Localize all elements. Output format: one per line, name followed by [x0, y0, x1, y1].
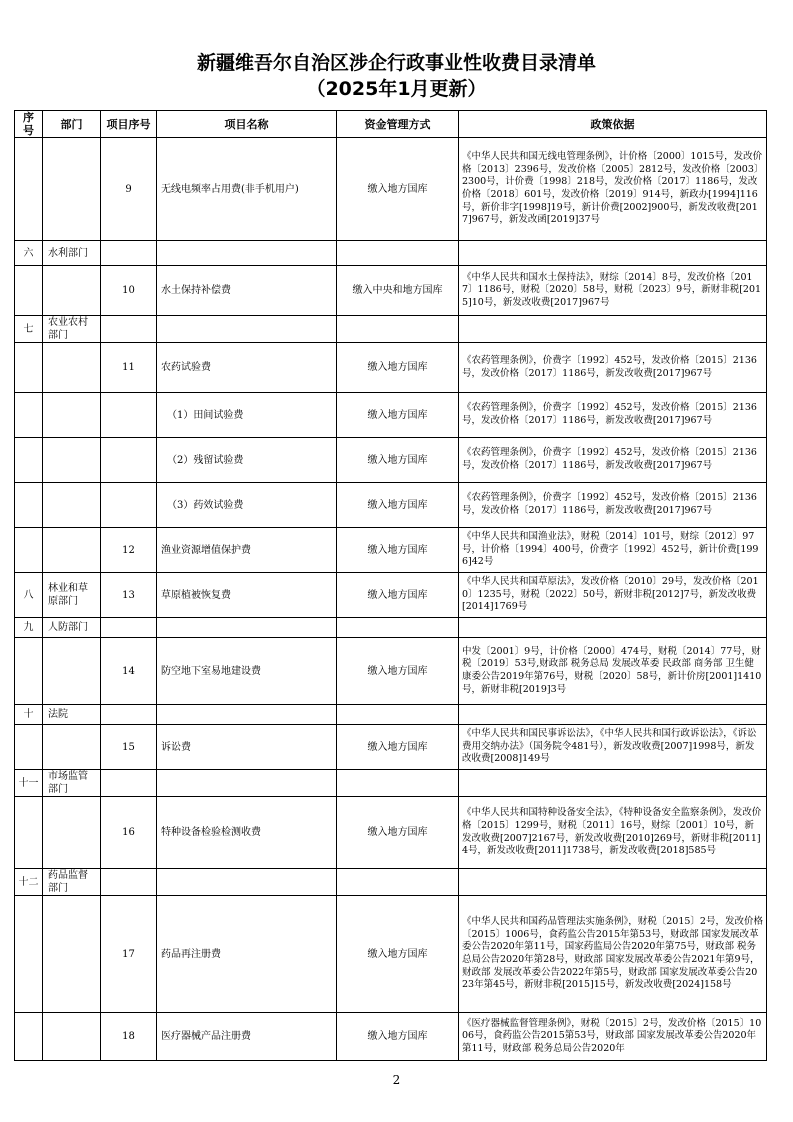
row-seq: [15, 638, 43, 705]
row-item-no: 18: [101, 1013, 157, 1061]
row-seq: [15, 438, 43, 483]
row-item-no: [101, 438, 157, 483]
table-row: [15, 241, 767, 266]
table-row: [15, 266, 767, 316]
col-header-dept: 部门: [43, 111, 101, 138]
row-seq: 十二: [15, 869, 43, 896]
table-row: [15, 393, 767, 438]
page-number: 2: [392, 1073, 401, 1087]
row-item-name: 农药试验费: [157, 343, 337, 393]
row-dept: [43, 266, 101, 316]
row-item-no: 17: [101, 896, 157, 1013]
row-policy-basis: [459, 241, 767, 266]
col-header-item-no: 项目序号: [101, 111, 157, 138]
row-seq: 八: [15, 573, 43, 618]
row-dept: [43, 483, 101, 528]
row-item-name: [157, 316, 337, 343]
row-dept: [43, 1013, 101, 1061]
row-fund-method: 缴入地方国库: [337, 1013, 459, 1061]
row-fund-method: 缴入地方国库: [337, 797, 459, 869]
row-policy-basis: [459, 705, 767, 725]
row-item-name: 医疗器械产品注册费: [157, 1013, 337, 1061]
row-policy-basis: 《中华人民共和国民事诉讼法》，《中华人民共和国行政诉讼法》，《诉讼费用交纳办法》（国务院令481号），新发改收费[2007]1998号，新发改收费[2008]149号: [459, 725, 767, 770]
row-policy-basis: 《中华人民共和国草原法》，发改价格〔2010〕29号，发改价格〔2010〕1235号，财税〔2022〕50号，新财非税[2012]7号，新发改收费[2014]1769号: [459, 573, 767, 618]
row-fund-method: 缴入地方国库: [337, 438, 459, 483]
row-fund-method: [337, 770, 459, 797]
row-fund-method: 缴入中央和地方国库: [337, 266, 459, 316]
row-seq: [15, 393, 43, 438]
row-item-name: [157, 770, 337, 797]
row-dept: 林业和草原部门: [43, 573, 101, 618]
col-header-basis: 政策依据: [459, 111, 767, 138]
row-item-no: 11: [101, 343, 157, 393]
row-fund-method: 缴入地方国库: [337, 528, 459, 573]
row-policy-basis: 《中华人民共和国无线电管理条例》，计价格〔2000〕1015号，发改价格〔2013〕2396号，发改价格〔2005〕2812号，发改价格〔2003〕2300号，计价费〔1998〕218号，发改价格〔2017〕1186号，发改价格〔2018〕601号，发改价格〔2019〕914号，新政办[1994]116号，新价非字[1998]19号，新计价费[2002]900号，新发改收费[2017]967号，新发改函[2019]37号: [459, 138, 767, 241]
row-item-no: [101, 618, 157, 638]
page-subtitle: （2025年1月更新）: [306, 78, 487, 100]
row-policy-basis: [459, 316, 767, 343]
row-fund-method: 缴入地方国库: [337, 138, 459, 241]
row-item-name: 防空地下室易地建设费: [157, 638, 337, 705]
row-policy-basis: 《中华人民共和国渔业法》，财税〔2014〕101号，财综〔2012〕97号，计价格〔1994〕400号，价费字〔1992〕452号，新计价费[1996]42号: [459, 528, 767, 573]
row-dept: [43, 393, 101, 438]
row-item-name: [157, 869, 337, 896]
row-fund-method: 缴入地方国库: [337, 483, 459, 528]
row-item-no: 16: [101, 797, 157, 869]
row-item-no: [101, 316, 157, 343]
row-item-name: [157, 705, 337, 725]
table-row: [15, 896, 767, 1013]
col-header-fund: 资金管理方式: [337, 111, 459, 138]
row-fund-method: [337, 618, 459, 638]
table-header-row: [15, 111, 767, 138]
table-row: [15, 528, 767, 573]
table-row: [15, 438, 767, 483]
row-policy-basis: 《中华人民共和国水土保持法》，财综〔2014〕8号，发改价格〔2017〕1186号，财税〔2020〕58号，财税〔2023〕9号，新财非税[2015]10号，新发改收费[2017]967号: [459, 266, 767, 316]
row-item-name: [157, 618, 337, 638]
table-row: [15, 618, 767, 638]
row-item-name: （3）药效试验费: [157, 483, 337, 528]
row-fund-method: 缴入地方国库: [337, 393, 459, 438]
row-item-name: [157, 241, 337, 266]
row-seq: [15, 528, 43, 573]
row-policy-basis: 《农药管理条例》，价费字〔1992〕452号，发改价格〔2015〕2136号，发改价格〔2017〕1186号，新发改收费[2017]967号: [459, 438, 767, 483]
table-body: [15, 138, 767, 1061]
row-fund-method: [337, 869, 459, 896]
row-item-no: 12: [101, 528, 157, 573]
row-dept: [43, 896, 101, 1013]
row-dept: [43, 638, 101, 705]
row-fund-method: [337, 705, 459, 725]
row-item-name: 诉讼费: [157, 725, 337, 770]
row-seq: 九: [15, 618, 43, 638]
row-dept: [43, 528, 101, 573]
col-header-item-name: 项目名称: [157, 111, 337, 138]
row-policy-basis: [459, 770, 767, 797]
row-item-name: 无线电频率占用费(非手机用户): [157, 138, 337, 241]
row-seq: [15, 1013, 43, 1061]
row-seq: [15, 266, 43, 316]
row-policy-basis: [459, 869, 767, 896]
row-dept: 药品监督部门: [43, 869, 101, 896]
row-item-no: 10: [101, 266, 157, 316]
row-fund-method: 缴入地方国库: [337, 343, 459, 393]
row-item-no: [101, 869, 157, 896]
row-seq: [15, 343, 43, 393]
row-seq: [15, 483, 43, 528]
row-seq: 六: [15, 241, 43, 266]
page-title: 新疆维吾尔自治区涉企行政事业性收费目录清单: [196, 52, 596, 74]
row-item-name: （2）残留试验费: [157, 438, 337, 483]
row-item-name: 特种设备检验检测收费: [157, 797, 337, 869]
row-policy-basis: 《农药管理条例》，价费字〔1992〕452号，发改价格〔2015〕2136号，发改价格〔2017〕1186号，新发改收费[2017]967号: [459, 393, 767, 438]
row-dept: [43, 438, 101, 483]
row-policy-basis: 《农药管理条例》，价费字〔1992〕452号，发改价格〔2015〕2136号，发改价格〔2017〕1186号，新发改收费[2017]967号: [459, 483, 767, 528]
table-row: [15, 573, 767, 618]
table-row: [15, 483, 767, 528]
row-dept: [43, 343, 101, 393]
table-row: [15, 797, 767, 869]
col-header-seq: 序号: [15, 111, 43, 138]
row-dept: [43, 138, 101, 241]
row-fund-method: [337, 241, 459, 266]
row-fund-method: 缴入地方国库: [337, 638, 459, 705]
row-item-name: 草原植被恢复费: [157, 573, 337, 618]
row-item-no: [101, 241, 157, 266]
row-seq: [15, 896, 43, 1013]
row-item-no: [101, 483, 157, 528]
row-fund-method: 缴入地方国库: [337, 896, 459, 1013]
row-fund-method: 缴入地方国库: [337, 573, 459, 618]
row-policy-basis: 《农药管理条例》，价费字〔1992〕452号，发改价格〔2015〕2136号，发改价格〔2017〕1186号，新发改收费[2017]967号: [459, 343, 767, 393]
row-item-no: [101, 705, 157, 725]
row-seq: [15, 797, 43, 869]
row-item-name: 药品再注册费: [157, 896, 337, 1013]
row-item-name: 渔业资源增值保护费: [157, 528, 337, 573]
row-seq: [15, 725, 43, 770]
table-row: [15, 725, 767, 770]
row-item-name: 水土保持补偿费: [157, 266, 337, 316]
table-row: [15, 770, 767, 797]
table-row: [15, 316, 767, 343]
table-row: [15, 705, 767, 725]
table-row: [15, 638, 767, 705]
row-item-no: 9: [101, 138, 157, 241]
table-row: [15, 1013, 767, 1061]
row-fund-method: [337, 316, 459, 343]
row-dept: 人防部门: [43, 618, 101, 638]
table-row: [15, 138, 767, 241]
row-dept: [43, 725, 101, 770]
table-row: [15, 869, 767, 896]
row-policy-basis: 《医疗器械监督管理条例》，财税〔2015〕2号，发改价格〔2015〕1006号，食药监公告2015第53号，财政部 国家发展改革委公告2020年第11号，财政部 税务总局公告2020年: [459, 1013, 767, 1061]
row-policy-basis: [459, 618, 767, 638]
row-item-name: （1）田间试验费: [157, 393, 337, 438]
row-item-no: 15: [101, 725, 157, 770]
row-item-no: 13: [101, 573, 157, 618]
row-policy-basis: 《中华人民共和国特种设备安全法》，《特种设备安全监察条例》，发改价格〔2015〕1299号，财税〔2011〕16号，财综〔2001〕10号，新发改收费[2007]2167号，新发改收费[2010]269号，新财非税[2011]4号，新发改收费[2011]1738号，新发改收费[2018]585号: [459, 797, 767, 869]
row-dept: 水利部门: [43, 241, 101, 266]
table-row: [15, 343, 767, 393]
row-dept: 农业农村部门: [43, 316, 101, 343]
row-seq: 十一: [15, 770, 43, 797]
row-policy-basis: 《中华人民共和国药品管理法实施条例》，财税〔2015〕2号，发改价格〔2015〕1006号，食药监公告2015年第53号，财政部 国家发展改革委公告2020年第11号，国家药监局公告2020年第75号，财政部 税务总局公告2020年第28号，财政部 国家发展改革委公告2021年第9号，财政部 发展改革委公告2022年第5号，财政部 国家发展改革委公告2023年第45号，新财非税[2015]15号，新发改收费[2024]158号: [459, 896, 767, 1013]
row-seq: [15, 138, 43, 241]
row-item-no: [101, 393, 157, 438]
row-dept: 市场监管部门: [43, 770, 101, 797]
row-seq: 十: [15, 705, 43, 725]
row-seq: 七: [15, 316, 43, 343]
row-fund-method: 缴入地方国库: [337, 725, 459, 770]
row-dept: [43, 797, 101, 869]
fee-table: [14, 110, 767, 1061]
row-policy-basis: 中发〔2001〕9号，计价格〔2000〕474号，财税〔2014〕77号，财税〔2019〕53号,财政部 税务总局 发展改革委 民政部 商务部 卫生健康委公告2019年第76号，财税〔2020〕58号，新计价房[2001]1410号，新财非税[2019]3号: [459, 638, 767, 705]
row-item-no: 14: [101, 638, 157, 705]
row-dept: 法院: [43, 705, 101, 725]
row-item-no: [101, 770, 157, 797]
